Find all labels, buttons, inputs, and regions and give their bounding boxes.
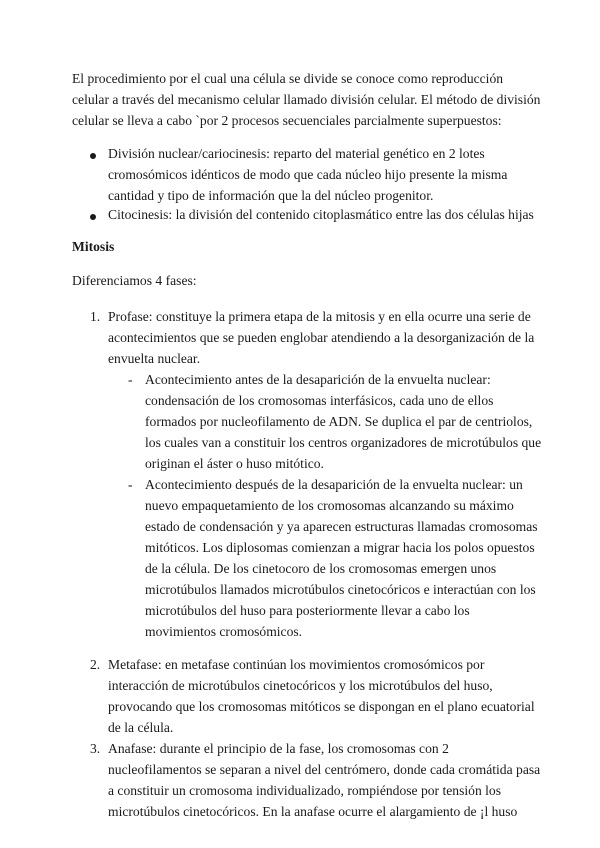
bullet-line: División nuclear/cariocinesis: reparto del material genético en 2 lotes [108, 146, 485, 161]
phase-number: 1. [90, 309, 101, 324]
bullet-marker [90, 153, 96, 159]
bullet-line: cantidad y tipo de información que la del núcleo progenitor. [108, 188, 434, 203]
phase-line: microtúbulos cinetocóricos. En la anafase ocurre el alargamiento de ¡l huso [108, 804, 518, 819]
subitem-line: de la célula. De los cinetocoro de los cromosomas emergen unos [145, 561, 497, 576]
bullet-line: Citocinesis: la división del contenido citoplasmático entre las dos células hijas [108, 207, 534, 222]
intro-line: celular a través del mecanismo celular llamado división celular. El método de división [72, 92, 541, 107]
phase-line: nucleofilamentos se separan a nivel del centrómero, donde cada cromátida pasa [108, 762, 541, 777]
subitem-line: originan el áster o huso mitótico. [145, 456, 324, 471]
intro-line: celular se lleva a cabo `por 2 procesos secuenciales parcialmente superpuestos: [72, 113, 502, 128]
subitem-line: nuevo empaquetamiento de los cromosomas alcanzando su máximo [145, 498, 514, 513]
subitem-line: mitóticos. Los diplosomas comienzan a migrar hacia los polos opuestos [145, 540, 535, 555]
subitem-marker: - [128, 477, 133, 492]
phase-line: envuelta nuclear. [108, 351, 201, 366]
bullet-line: cromosómicos idénticos de modo que cada núcleo hijo presente la misma [108, 167, 508, 182]
phase-line: interacción de microtúbulos cinetocóricos y los microtúbulos del huso, [108, 678, 493, 693]
phase-line: Anafase: durante el principio de la fase, los cromosomas con 2 [108, 741, 449, 756]
phases-intro: Diferenciamos 4 fases: [72, 273, 197, 288]
section-heading: Mitosis [72, 239, 115, 254]
intro-line: El procedimiento por el cual una célula se divide se conoce como reproducción [72, 71, 504, 86]
phase-line: Profase: constituye la primera etapa de la mitosis y en ella ocurre una serie de [108, 309, 531, 324]
phase-number: 2. [90, 657, 101, 672]
subitem-line: microtúbulos del huso para posteriormente llevar a cabo los [145, 603, 470, 618]
phase-line: de la célula. [108, 720, 174, 735]
subitem-line: Acontecimiento antes de la desaparición de la envuelta nuclear: [145, 372, 491, 387]
subitem-line: microtúbulos llamados microtúbulos cinetocóricos e interactúan con los [145, 582, 536, 597]
phase-line: Metafase: en metafase continúan los movimientos cromosómicos por [108, 657, 485, 672]
phase-line: acontecimientos que se pueden englobar atendiendo a la desorganización de la [108, 330, 535, 345]
subitem-marker: - [128, 372, 133, 387]
subitem-line: los cuales van a constituir los centros organizadores de microtúbulos que [145, 435, 542, 450]
phase-number: 3. [90, 741, 101, 756]
bullet-marker [90, 214, 96, 220]
subitem-line: Acontecimiento después de la desaparición de la envuelta nuclear: un [145, 477, 523, 492]
subitem-line: condensación de los cromosomas interfásicos, cada uno de ellos [145, 393, 494, 408]
subitem-line: movimientos cromosómicos. [145, 624, 303, 639]
phase-line: a constituir un cromosoma individualizado, rompiéndose por tensión los [108, 783, 502, 798]
subitem-line: formados por nucleofilamento de ADN. Se duplica el par de centriolos, [145, 414, 533, 429]
phase-line: provocando que los cromosomas mitóticos se dispongan en el plano ecuatorial [108, 699, 535, 714]
subitem-line: estado de condensación y ya aparecen estructuras llamadas cromosomas [145, 519, 538, 534]
